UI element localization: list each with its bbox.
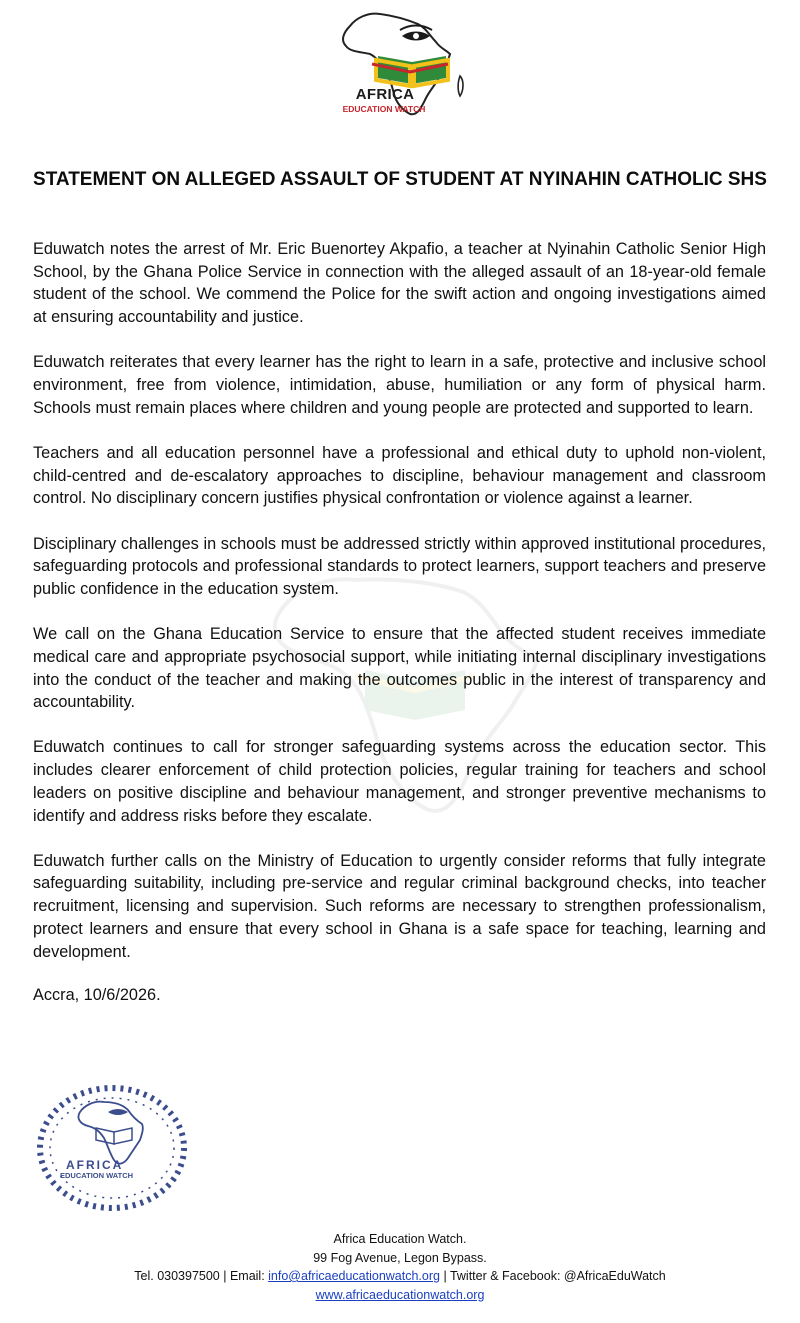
stamp-subtitle: EDUCATION WATCH — [60, 1171, 134, 1180]
footer-contact — [0, 1230, 800, 1304]
paragraph-3: Teachers and all education personnel have a professional and ethical duty to uphold non-violent, child-centred and de-escalatory approaches to discipline, behaviour management and classroom control. No disciplinary concern justifies physical confrontation or violence against a learner. — [33, 443, 766, 508]
stamp-name: AFRICA — [66, 1158, 124, 1172]
paragraph-2: Eduwatch reiterates that every learner has the right to learn in a safe, protective and inclusive school environment, free from violence, intimidation, abuse, humiliation or any form of physical harm. Schools must remain places where children and young people are protected and supported to learn. — [33, 353, 766, 417]
statement-body — [33, 238, 766, 1006]
paragraph-5: We call on the Ghana Education Service to ensure that the affected student receives immediate medical care and appropriate psychosocial support, while initiating internal disciplinary investigations into the conduct of the teacher and making the outcomes public in the interest of transparency and accountability. — [33, 625, 766, 712]
paragraph-1: Eduwatch notes the arrest of Mr. Eric Buenortey Akpafio, a teacher at Nyinahin Catholic Senior High School, by the Ghana Police Service in connection with the alleged assault of an 18-year-old female student of the school. We commend the Police for the swift action and ongoing investigations aimed at ensuring accountability and justice. — [33, 240, 766, 327]
footer-org: Africa Education Watch. — [333, 1232, 467, 1246]
paragraph-6: Eduwatch continues to call for stronger safeguarding systems across the education sector. This includes clearer enforcement of child protection policies, regular training for teachers and school leaders on positive discipline and behaviour management, and stronger preventive mechanisms to identify and address risks before they escalate. — [33, 738, 766, 825]
organization-stamp — [34, 1080, 194, 1215]
logo-subtitle: EDUCATION WATCH — [342, 104, 426, 114]
footer-tel: Tel. 030397500 | Email: — [134, 1269, 269, 1283]
paragraph-4: Disciplinary challenges in schools must be addressed strictly within approved institutional procedures, safeguarding protocols and professional standards to protect learners, support teachers and preserve public confidence in the education system. — [33, 534, 766, 598]
place-date: Accra, 10/6/2026. — [33, 985, 161, 1004]
statement-title: STATEMENT ON ALLEGED ASSAULT OF STUDENT AT NYINAHIN CATHOLIC SHS — [33, 169, 767, 190]
logo-name: AFRICA — [355, 86, 415, 103]
africa-education-watch-logo — [310, 6, 485, 124]
stamp-seal-icon — [34, 1080, 194, 1215]
email-link[interactable]: info@africaeducationwatch.org — [268, 1269, 440, 1283]
website-link[interactable]: www.africaeducationwatch.org — [315, 1287, 485, 1302]
footer-social: | Twitter & Facebook: @AfricaEduWatch — [439, 1269, 666, 1283]
paragraph-7: Eduwatch further calls on the Ministry of Education to urgently consider reforms that fully integrate safeguarding suitability, including pre-service and regular criminal background checks, into teacher recruitment, licensing and supervision. Such reforms are necessary to strengthen professionalism, protect learners and ensure that every school in Ghana is a safe space for teaching, learning and development. — [33, 851, 766, 961]
footer-address: 99 Fog Avenue, Legon Bypass. — [313, 1250, 487, 1265]
footer-contact-line — [0, 1267, 800, 1286]
